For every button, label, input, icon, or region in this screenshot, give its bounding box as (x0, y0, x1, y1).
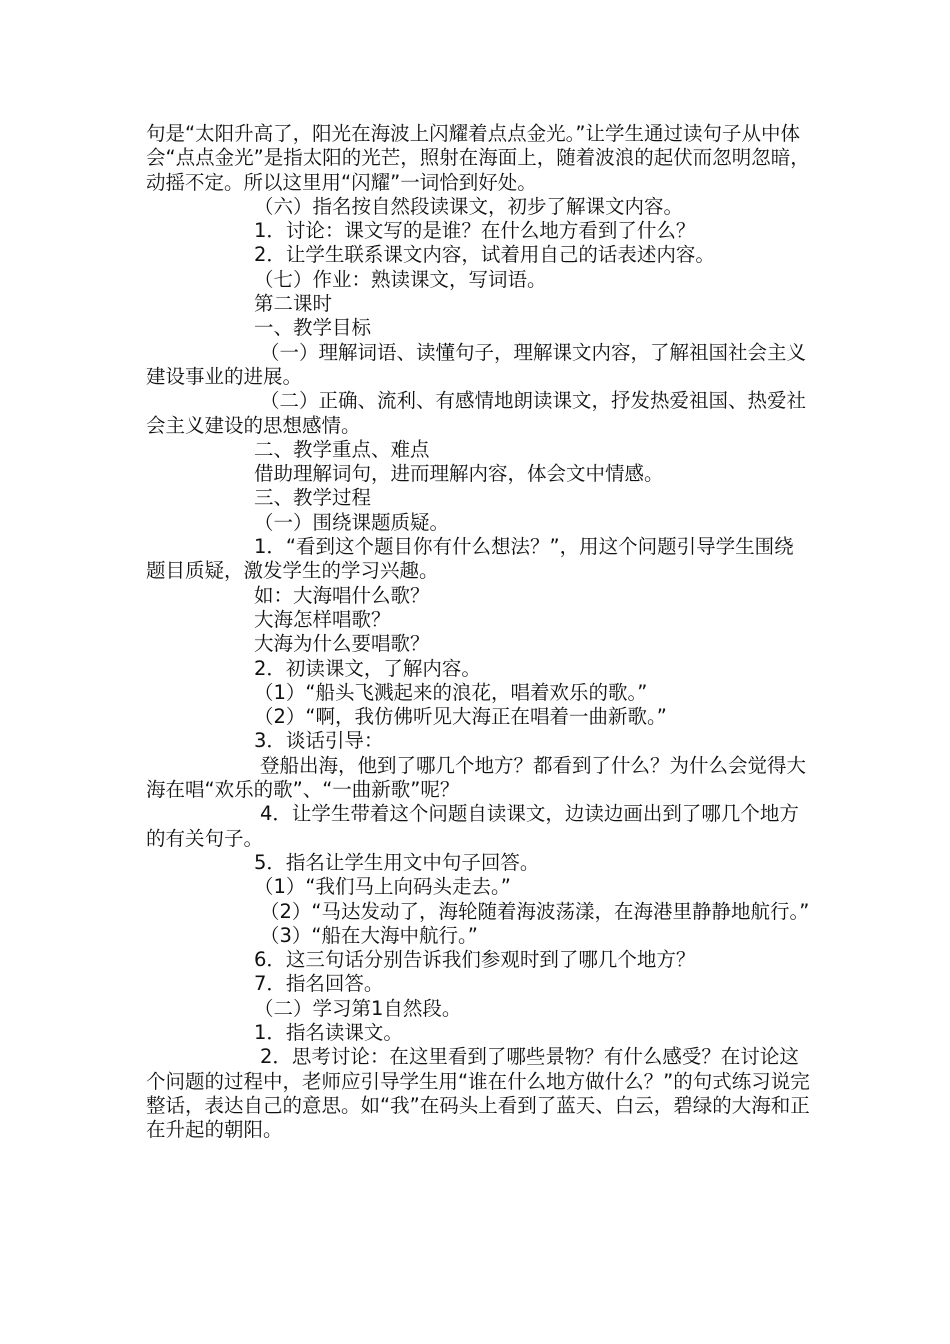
paragraph: （六）指名按自然段读课文，初步了解课文内容。 (254, 194, 684, 218)
paragraph: （二）正确、流利、有感情地朗读课文，抒发热爱祖国、热爱社会主义建设的思想感情。 (146, 389, 807, 437)
paragraph: 4．让学生带着这个问题自读课文，边读边画出到了哪几个地方的有关句子。 (146, 802, 799, 850)
paragraph: 6．这三句话分别告诉我们参观时到了哪几个地方？ (254, 948, 696, 972)
paragraph: （3）“船在大海中航行。” (260, 923, 478, 947)
paragraph: （2）“啊，我仿佛听见大海正在唱着一曲新歌。” (254, 705, 667, 729)
paragraph: 3．谈话引导： (254, 729, 384, 753)
paragraph: （1）“船头飞溅起来的浪花，唱着欢乐的歌。” (254, 680, 648, 704)
paragraph: 登船出海，他到了哪几个地方？都看到了什么？为什么会觉得大海在唱“欢乐的歌”、“一曲新歌”呢？ (146, 753, 807, 802)
document-body (146, 122, 810, 1142)
paragraph: （二）学习第1自然段。 (254, 996, 462, 1020)
section-heading: 一、教学目标 (254, 316, 372, 340)
paragraph: 大海怎样唱歌？ (254, 607, 391, 631)
paragraph: 7．指名回答。 (254, 972, 384, 996)
paragraph: 借助理解词句，进而理解内容，体会文中情感。 (254, 462, 664, 486)
paragraph: （一）围绕课题质疑。 (254, 510, 450, 534)
section-heading: 三、教学过程 (254, 486, 372, 510)
paragraph: （2）“马达发动了，海轮随着海波荡漾，在海港里静静地航行。” (260, 899, 810, 923)
section-heading: 二、教学重点、难点 (254, 437, 430, 461)
section-heading: 第二课时 (254, 292, 333, 316)
paragraph: （七）作业：熟读课文，写词语。 (254, 267, 547, 291)
paragraph: 句是“太阳升高了，阳光在海波上闪耀着点点金光。”让学生通过读句子从中体会“点点金光”是指太阳的光芒，照射在海面上，随着波浪的起伏而忽明忽暗，动摇不定。所以这里用“闪耀”一词恰到好处。 (146, 122, 810, 194)
paragraph: 2．让学生联系课文内容，试着用自己的话表述内容。 (254, 243, 715, 267)
paragraph: 如：大海唱什么歌？ (254, 583, 430, 607)
paragraph: 2．思考讨论：在这里看到了哪些景物？有什么感受？在讨论这个问题的过程中，老师应引导学生用“谁在什么地方做什么？”的句式练习说完整话，表达自己的意思。如“我”在码头上看到了蓝天、白云，碧绿的大海和正在升起的朝阳。 (146, 1045, 810, 1142)
paragraph: 2．初读课文，了解内容。 (254, 656, 481, 680)
paragraph: （1）“我们马上向码头走去。” (254, 875, 511, 899)
paragraph: （一）理解词语、读懂句子，理解课文内容，了解祖国社会主义建设事业的进展。 (146, 340, 807, 388)
paragraph: 1．指名读课文。 (254, 1020, 403, 1044)
paragraph: 大海为什么要唱歌？ (254, 632, 430, 656)
paragraph: 1．讨论：课文写的是谁？在什么地方看到了什么？ (254, 219, 696, 243)
paragraph: 1．“看到这个题目你有什么想法？”，用这个问题引导学生围绕题目质疑，激发学生的学习兴趣。 (146, 535, 794, 583)
paragraph: 5．指名让学生用文中句子回答。 (254, 850, 540, 874)
